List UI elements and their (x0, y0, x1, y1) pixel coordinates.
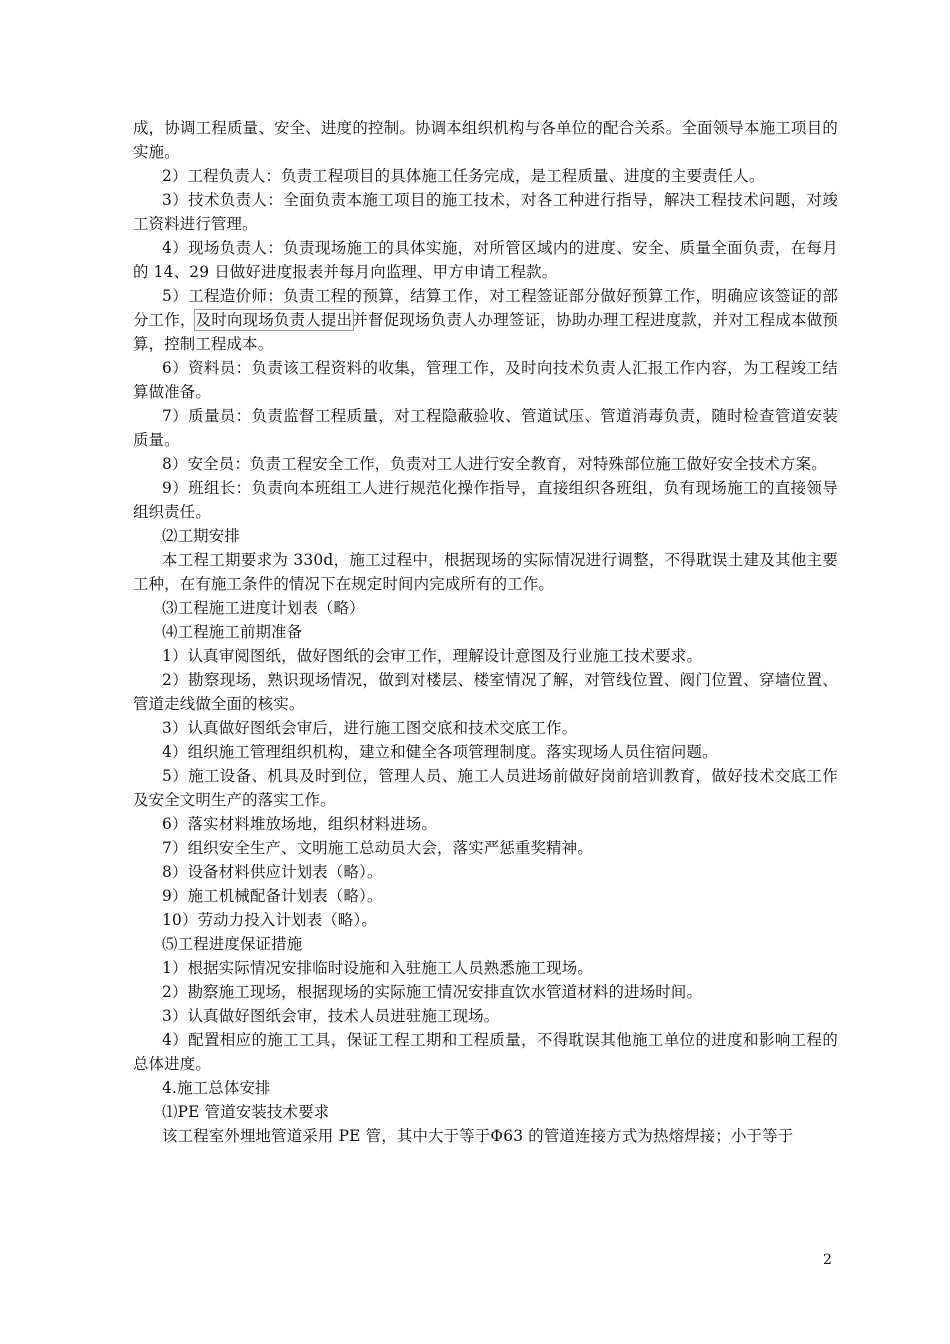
section-heading: ⑸工程进度保证措施 (162, 935, 303, 953)
paragraph: 8）安全员：负责工程安全工作，负责对工人进行安全教育，对特殊部位施工做好安全技术方案。 (162, 455, 827, 473)
paragraph: 9）施工机械配备计划表（略）。 (162, 887, 383, 905)
paragraph: 4）现场负责人：负责现场施工的具体实施，对所管区域内的进度、安全、质量全面负责，在每月的 14、29 日做好进度报表并每月向监理、甲方申请工程款。 (133, 239, 838, 281)
paragraph: 2）勘察施工现场，根据现场的实际施工情况安排直饮水管道材料的进场时间。 (162, 983, 703, 1001)
paragraph: 6）落实材料堆放场地，组织材料进场。 (162, 815, 438, 833)
paragraph: 2）勘察现场，熟识现场情况，做到对楼层、楼室情况了解，对管线位置、阀门位置、穿墙位置、管道走线做全面的核实。 (133, 671, 838, 713)
paragraph: 8）设备材料供应计划表（略）。 (162, 863, 383, 881)
paragraph: 4）配置相应的施工工具，保证工程工期和工程质量，不得耽误其他施工单位的进度和影响工程的总体进度。 (133, 1031, 838, 1073)
paragraph: 2）工程负责人：负责工程项目的具体施工任务完成，是工程质量、进度的主要责任人。 (162, 167, 765, 185)
paragraph: 3）认真做好图纸会审后，进行施工图交底和技术交底工作。 (162, 719, 578, 737)
section-heading: ⑴PE 管道安装技术要求 (162, 1103, 330, 1121)
paragraph: 成，协调工程质量、安全、进度的控制。协调本组织机构与各单位的配合关系。全面领导本施工项目的实施。 (133, 119, 838, 161)
paragraph: 6）资料员：负责该工程资料的收集，管理工作，及时向技术负责人汇报工作内容，为工程竣工结算做准备。 (133, 359, 838, 401)
paragraph: 7）组织安全生产、文明施工总动员大会，落实严惩重奖精神。 (162, 839, 593, 857)
page-number: 2 (823, 1252, 832, 1268)
paragraph-text: 5）工程造价师：负责工程的预算，结算工作，对工程签证部分做好预算工作，明确应该签证的部分工作， (133, 287, 838, 329)
paragraph-cost-engineer (133, 284, 838, 356)
paragraph: 9）班组长：负责向本班组工人进行规范化操作指导，直接组织各班组，负有现场施工的直接领导组织责任。 (133, 479, 838, 521)
section-heading: ⑶工程施工进度计划表（略） (162, 599, 365, 617)
paragraph: 该工程室外埋地管道采用 PE 管，其中大于等于Φ63 的管道连接方式为热熔焊接；小于等于 (162, 1127, 794, 1145)
paragraph: 本工程工期要求为 330d，施工过程中，根据现场的实际情况进行调整，不得耽误土建及其他主要工种，在有施工条件的情况下在规定时间内完成所有的工作。 (133, 551, 838, 593)
section-heading: ⑷工程施工前期准备 (162, 623, 303, 641)
paragraph-text: 并督促现场负责人办理签证，协助办理工程进度款，并对工程成本做预算，控制工程成本。 (133, 311, 838, 353)
section-heading: 4.施工总体安排 (162, 1079, 271, 1097)
paragraph: 1）根据实际情况安排临时设施和入驻施工人员熟悉施工现场。 (162, 959, 593, 977)
paragraph: 5）施工设备、机具及时到位，管理人员、施工人员进场前做好岗前培训教育，做好技术交底工作及安全文明生产的落实工作。 (133, 767, 838, 809)
section-heading: ⑵工期安排 (162, 527, 240, 545)
highlighted-text: 及时向现场负责人提出 (195, 311, 353, 329)
paragraph: 3）认真做好图纸会审，技术人员进驻施工现场。 (162, 1007, 500, 1025)
paragraph: 4）组织施工管理组织机构，建立和健全各项管理制度。落实现场人员住宿问题。 (162, 743, 718, 761)
paragraph: 3）技术负责人：全面负责本施工项目的施工技术，对各工种进行指导，解决工程技术问题，对竣工资料进行管理。 (133, 191, 838, 233)
document-body (133, 116, 838, 1148)
paragraph: 1）认真审阅图纸，做好图纸的会审工作，理解设计意图及行业施工技术要求。 (162, 647, 703, 665)
paragraph: 10）劳动力投入计划表（略）。 (162, 911, 377, 929)
paragraph: 7）质量员：负责监督工程质量，对工程隐蔽验收、管道试压、管道消毒负责，随时检查管道安装质量。 (133, 407, 838, 449)
